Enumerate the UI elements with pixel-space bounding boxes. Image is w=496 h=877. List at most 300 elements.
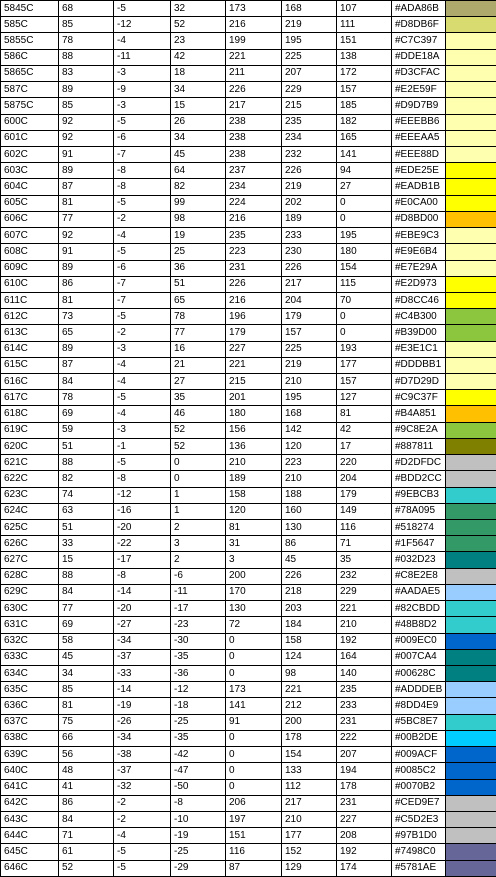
l-cell: 86: [59, 795, 114, 811]
code-cell: 641C: [1, 779, 59, 795]
code-cell: 5845C: [1, 1, 59, 17]
table-row: [1, 17, 496, 33]
g-cell: 219: [282, 357, 337, 373]
b-value-cell: 154: [337, 260, 392, 276]
b-cell: 1: [171, 487, 226, 503]
code-cell: 625C: [1, 520, 59, 536]
table-row: [1, 730, 496, 746]
l-cell: 85: [59, 17, 114, 33]
l-cell: 63: [59, 503, 114, 519]
code-cell: 605C: [1, 195, 59, 211]
b-cell: 23: [171, 33, 226, 49]
table-row: [1, 649, 496, 665]
color-swatch: [446, 422, 496, 438]
table-row: [1, 374, 496, 390]
b-cell: 3: [171, 536, 226, 552]
r-cell: 221: [226, 49, 282, 65]
color-swatch: [446, 228, 496, 244]
color-swatch: [446, 520, 496, 536]
table-row: [1, 195, 496, 211]
r-cell: 216: [226, 17, 282, 33]
g-cell: 212: [282, 698, 337, 714]
table-row: [1, 844, 496, 860]
l-cell: 52: [59, 860, 114, 876]
r-cell: 237: [226, 163, 282, 179]
hex-cell: #E0CA00: [392, 195, 446, 211]
color-swatch: [446, 244, 496, 260]
l-cell: 89: [59, 82, 114, 98]
color-swatch: [446, 17, 496, 33]
b-value-cell: 204: [337, 471, 392, 487]
color-swatch: [446, 584, 496, 600]
l-cell: 89: [59, 341, 114, 357]
b-value-cell: 235: [337, 682, 392, 698]
l-cell: 92: [59, 130, 114, 146]
l-cell: 15: [59, 552, 114, 568]
a-cell: -5: [114, 195, 171, 211]
a-cell: -5: [114, 309, 171, 325]
b-value-cell: 233: [337, 698, 392, 714]
b-value-cell: 174: [337, 860, 392, 876]
b-cell: 2: [171, 552, 226, 568]
color-table-body: [1, 1, 496, 877]
hex-cell: #D8CC46: [392, 292, 446, 308]
code-cell: 636C: [1, 698, 59, 714]
color-swatch: [446, 114, 496, 130]
a-cell: -4: [114, 228, 171, 244]
g-cell: 195: [282, 390, 337, 406]
color-swatch: [446, 747, 496, 763]
g-cell: 204: [282, 292, 337, 308]
r-cell: 221: [226, 357, 282, 373]
b-value-cell: 177: [337, 357, 392, 373]
b-cell: 34: [171, 130, 226, 146]
b-value-cell: 164: [337, 649, 392, 665]
hex-cell: #7498C0: [392, 844, 446, 860]
b-cell: 52: [171, 422, 226, 438]
hex-cell: #E3E1C1: [392, 341, 446, 357]
l-cell: 84: [59, 584, 114, 600]
l-cell: 69: [59, 406, 114, 422]
b-cell: -29: [171, 860, 226, 876]
code-cell: 644C: [1, 828, 59, 844]
r-cell: 231: [226, 260, 282, 276]
code-cell: 631C: [1, 617, 59, 633]
code-cell: 610C: [1, 276, 59, 292]
r-cell: 179: [226, 325, 282, 341]
r-cell: 217: [226, 98, 282, 114]
a-cell: -2: [114, 211, 171, 227]
b-cell: 19: [171, 228, 226, 244]
b-cell: 0: [171, 455, 226, 471]
code-cell: 587C: [1, 82, 59, 98]
color-swatch: [446, 471, 496, 487]
hex-cell: #C8E2E8: [392, 568, 446, 584]
a-cell: -8: [114, 471, 171, 487]
b-cell: 21: [171, 357, 226, 373]
code-cell: 614C: [1, 341, 59, 357]
g-cell: 177: [282, 828, 337, 844]
r-cell: 3: [226, 552, 282, 568]
l-cell: 81: [59, 292, 114, 308]
a-cell: -16: [114, 503, 171, 519]
hex-cell: #8DD4E9: [392, 698, 446, 714]
a-cell: -27: [114, 617, 171, 633]
b-value-cell: 194: [337, 763, 392, 779]
code-cell: 5865C: [1, 65, 59, 81]
table-row: [1, 341, 496, 357]
table-row: [1, 438, 496, 454]
table-row: [1, 601, 496, 617]
r-cell: 170: [226, 584, 282, 600]
b-value-cell: 172: [337, 65, 392, 81]
code-cell: 611C: [1, 292, 59, 308]
table-row: [1, 211, 496, 227]
r-cell: 173: [226, 1, 282, 17]
a-cell: -5: [114, 1, 171, 17]
a-cell: -6: [114, 130, 171, 146]
b-cell: 46: [171, 406, 226, 422]
b-cell: 25: [171, 244, 226, 260]
g-cell: 179: [282, 309, 337, 325]
a-cell: -20: [114, 520, 171, 536]
code-cell: 623C: [1, 487, 59, 503]
color-swatch: [446, 714, 496, 730]
color-swatch: [446, 568, 496, 584]
code-cell: 626C: [1, 536, 59, 552]
color-swatch: [446, 536, 496, 552]
b-value-cell: 157: [337, 82, 392, 98]
b-value-cell: 111: [337, 17, 392, 33]
table-row: [1, 520, 496, 536]
l-cell: 77: [59, 601, 114, 617]
g-cell: 189: [282, 211, 337, 227]
b-value-cell: 210: [337, 617, 392, 633]
g-cell: 217: [282, 276, 337, 292]
b-value-cell: 231: [337, 714, 392, 730]
r-cell: 0: [226, 763, 282, 779]
hex-cell: #ADDDEB: [392, 682, 446, 698]
b-cell: -35: [171, 730, 226, 746]
a-cell: -5: [114, 390, 171, 406]
b-value-cell: 178: [337, 779, 392, 795]
code-cell: 606C: [1, 211, 59, 227]
g-cell: 178: [282, 730, 337, 746]
g-cell: 124: [282, 649, 337, 665]
l-cell: 84: [59, 374, 114, 390]
hex-cell: #D8BD00: [392, 211, 446, 227]
l-cell: 82: [59, 471, 114, 487]
l-cell: 74: [59, 487, 114, 503]
b-cell: 15: [171, 98, 226, 114]
r-cell: 173: [226, 682, 282, 698]
r-cell: 216: [226, 292, 282, 308]
table-row: [1, 146, 496, 162]
b-value-cell: 94: [337, 163, 392, 179]
l-cell: 34: [59, 665, 114, 681]
r-cell: 156: [226, 422, 282, 438]
hex-cell: #032D23: [392, 552, 446, 568]
b-value-cell: 192: [337, 844, 392, 860]
color-swatch: [446, 730, 496, 746]
hex-cell: #48B8D2: [392, 617, 446, 633]
r-cell: 216: [226, 211, 282, 227]
code-cell: 628C: [1, 568, 59, 584]
hex-cell: #EEE88D: [392, 146, 446, 162]
b-value-cell: 115: [337, 276, 392, 292]
b-value-cell: 227: [337, 811, 392, 827]
b-cell: -10: [171, 811, 226, 827]
color-swatch: [446, 390, 496, 406]
l-cell: 66: [59, 730, 114, 746]
l-cell: 58: [59, 633, 114, 649]
color-swatch: [446, 211, 496, 227]
l-cell: 89: [59, 260, 114, 276]
code-cell: 635C: [1, 682, 59, 698]
table-row: [1, 179, 496, 195]
b-value-cell: 208: [337, 828, 392, 844]
hex-cell: #E7E29A: [392, 260, 446, 276]
color-swatch: [446, 682, 496, 698]
code-cell: 608C: [1, 244, 59, 260]
a-cell: -3: [114, 98, 171, 114]
a-cell: -8: [114, 179, 171, 195]
code-cell: 617C: [1, 390, 59, 406]
color-swatch: [446, 82, 496, 98]
color-swatch: [446, 779, 496, 795]
a-cell: -5: [114, 244, 171, 260]
table-row: [1, 828, 496, 844]
b-cell: 78: [171, 309, 226, 325]
l-cell: 48: [59, 763, 114, 779]
g-cell: 210: [282, 471, 337, 487]
g-cell: 45: [282, 552, 337, 568]
r-cell: 151: [226, 828, 282, 844]
b-cell: 27: [171, 374, 226, 390]
r-cell: 0: [226, 747, 282, 763]
b-cell: 65: [171, 292, 226, 308]
b-cell: 0: [171, 471, 226, 487]
b-value-cell: 116: [337, 520, 392, 536]
hex-cell: #D8DB6F: [392, 17, 446, 33]
b-value-cell: 165: [337, 130, 392, 146]
g-cell: 218: [282, 584, 337, 600]
table-row: [1, 747, 496, 763]
table-row: [1, 33, 496, 49]
hex-cell: #007CA4: [392, 649, 446, 665]
code-cell: 646C: [1, 860, 59, 876]
b-value-cell: 107: [337, 1, 392, 17]
b-cell: -12: [171, 682, 226, 698]
color-swatch: [446, 33, 496, 49]
l-cell: 91: [59, 244, 114, 260]
hex-cell: #E2D973: [392, 276, 446, 292]
l-cell: 56: [59, 747, 114, 763]
r-cell: 238: [226, 130, 282, 146]
code-cell: 5855C: [1, 33, 59, 49]
g-cell: 168: [282, 406, 337, 422]
b-cell: -8: [171, 795, 226, 811]
table-row: [1, 568, 496, 584]
g-cell: 226: [282, 260, 337, 276]
b-value-cell: 17: [337, 438, 392, 454]
color-swatch: [446, 341, 496, 357]
r-cell: 235: [226, 228, 282, 244]
r-cell: 81: [226, 520, 282, 536]
b-cell: 35: [171, 390, 226, 406]
code-cell: 5875C: [1, 98, 59, 114]
b-cell: -11: [171, 584, 226, 600]
code-cell: 604C: [1, 179, 59, 195]
table-row: [1, 130, 496, 146]
b-value-cell: 180: [337, 244, 392, 260]
a-cell: -33: [114, 665, 171, 681]
b-value-cell: 231: [337, 795, 392, 811]
g-cell: 184: [282, 617, 337, 633]
hex-cell: #CED9E7: [392, 795, 446, 811]
l-cell: 86: [59, 276, 114, 292]
l-cell: 51: [59, 520, 114, 536]
r-cell: 226: [226, 276, 282, 292]
table-row: [1, 1, 496, 17]
hex-cell: #DDE18A: [392, 49, 446, 65]
table-row: [1, 584, 496, 600]
r-cell: 116: [226, 844, 282, 860]
l-cell: 81: [59, 195, 114, 211]
code-cell: 632C: [1, 633, 59, 649]
color-swatch: [446, 163, 496, 179]
hex-cell: #EEEBB6: [392, 114, 446, 130]
b-value-cell: 0: [337, 195, 392, 211]
r-cell: 238: [226, 146, 282, 162]
l-cell: 71: [59, 828, 114, 844]
code-cell: 634C: [1, 665, 59, 681]
code-cell: 620C: [1, 438, 59, 454]
hex-cell: #518274: [392, 520, 446, 536]
a-cell: -3: [114, 422, 171, 438]
color-swatch: [446, 601, 496, 617]
hex-cell: #00628C: [392, 665, 446, 681]
color-swatch: [446, 860, 496, 876]
hex-cell: #D2DFDC: [392, 455, 446, 471]
l-cell: 41: [59, 779, 114, 795]
b-cell: 34: [171, 82, 226, 98]
b-value-cell: 0: [337, 325, 392, 341]
b-cell: -6: [171, 568, 226, 584]
l-cell: 68: [59, 1, 114, 17]
r-cell: 215: [226, 374, 282, 390]
table-row: [1, 487, 496, 503]
a-cell: -14: [114, 682, 171, 698]
table-row: [1, 552, 496, 568]
code-cell: 622C: [1, 471, 59, 487]
g-cell: 203: [282, 601, 337, 617]
g-cell: 207: [282, 65, 337, 81]
hex-cell: #BDD2CC: [392, 471, 446, 487]
hex-cell: #EDE25E: [392, 163, 446, 179]
l-cell: 75: [59, 714, 114, 730]
hex-cell: #0070B2: [392, 779, 446, 795]
color-swatch: [446, 309, 496, 325]
r-cell: 87: [226, 860, 282, 876]
b-cell: 16: [171, 341, 226, 357]
r-cell: 199: [226, 33, 282, 49]
r-cell: 238: [226, 114, 282, 130]
hex-cell: #C7C397: [392, 33, 446, 49]
hex-cell: #E2E59F: [392, 82, 446, 98]
r-cell: 136: [226, 438, 282, 454]
g-cell: 98: [282, 665, 337, 681]
g-cell: 158: [282, 633, 337, 649]
r-cell: 210: [226, 455, 282, 471]
b-value-cell: 207: [337, 747, 392, 763]
code-cell: 642C: [1, 795, 59, 811]
color-swatch: [446, 146, 496, 162]
a-cell: -37: [114, 649, 171, 665]
code-cell: 603C: [1, 163, 59, 179]
a-cell: -34: [114, 633, 171, 649]
b-cell: -17: [171, 601, 226, 617]
hex-cell: #82CBDD: [392, 601, 446, 617]
r-cell: 224: [226, 195, 282, 211]
table-row: [1, 98, 496, 114]
g-cell: 129: [282, 860, 337, 876]
table-row: [1, 422, 496, 438]
g-cell: 152: [282, 844, 337, 860]
color-swatch: [446, 552, 496, 568]
b-cell: 98: [171, 211, 226, 227]
color-swatch: [446, 844, 496, 860]
a-cell: -4: [114, 828, 171, 844]
color-swatch: [446, 357, 496, 373]
hex-cell: #E9E6B4: [392, 244, 446, 260]
l-cell: 85: [59, 98, 114, 114]
table-row: [1, 503, 496, 519]
a-cell: -9: [114, 82, 171, 98]
r-cell: 0: [226, 649, 282, 665]
hex-cell: #D3CFAC: [392, 65, 446, 81]
code-cell: 609C: [1, 260, 59, 276]
l-cell: 77: [59, 211, 114, 227]
color-swatch: [446, 795, 496, 811]
table-row: [1, 309, 496, 325]
a-cell: -1: [114, 438, 171, 454]
a-cell: -11: [114, 49, 171, 65]
g-cell: 210: [282, 811, 337, 827]
l-cell: 88: [59, 49, 114, 65]
table-row: [1, 292, 496, 308]
table-row: [1, 65, 496, 81]
hex-cell: #009ACF: [392, 747, 446, 763]
table-row: [1, 795, 496, 811]
color-swatch: [446, 374, 496, 390]
l-cell: 65: [59, 325, 114, 341]
g-cell: 215: [282, 98, 337, 114]
color-swatch: [446, 698, 496, 714]
hex-cell: #ADA86B: [392, 1, 446, 17]
b-cell: 18: [171, 65, 226, 81]
code-cell: 624C: [1, 503, 59, 519]
g-cell: 226: [282, 163, 337, 179]
b-value-cell: 151: [337, 33, 392, 49]
color-swatch: [446, 130, 496, 146]
code-cell: 638C: [1, 730, 59, 746]
b-cell: -19: [171, 828, 226, 844]
code-cell: 630C: [1, 601, 59, 617]
a-cell: -14: [114, 584, 171, 600]
b-cell: -36: [171, 665, 226, 681]
g-cell: 217: [282, 795, 337, 811]
